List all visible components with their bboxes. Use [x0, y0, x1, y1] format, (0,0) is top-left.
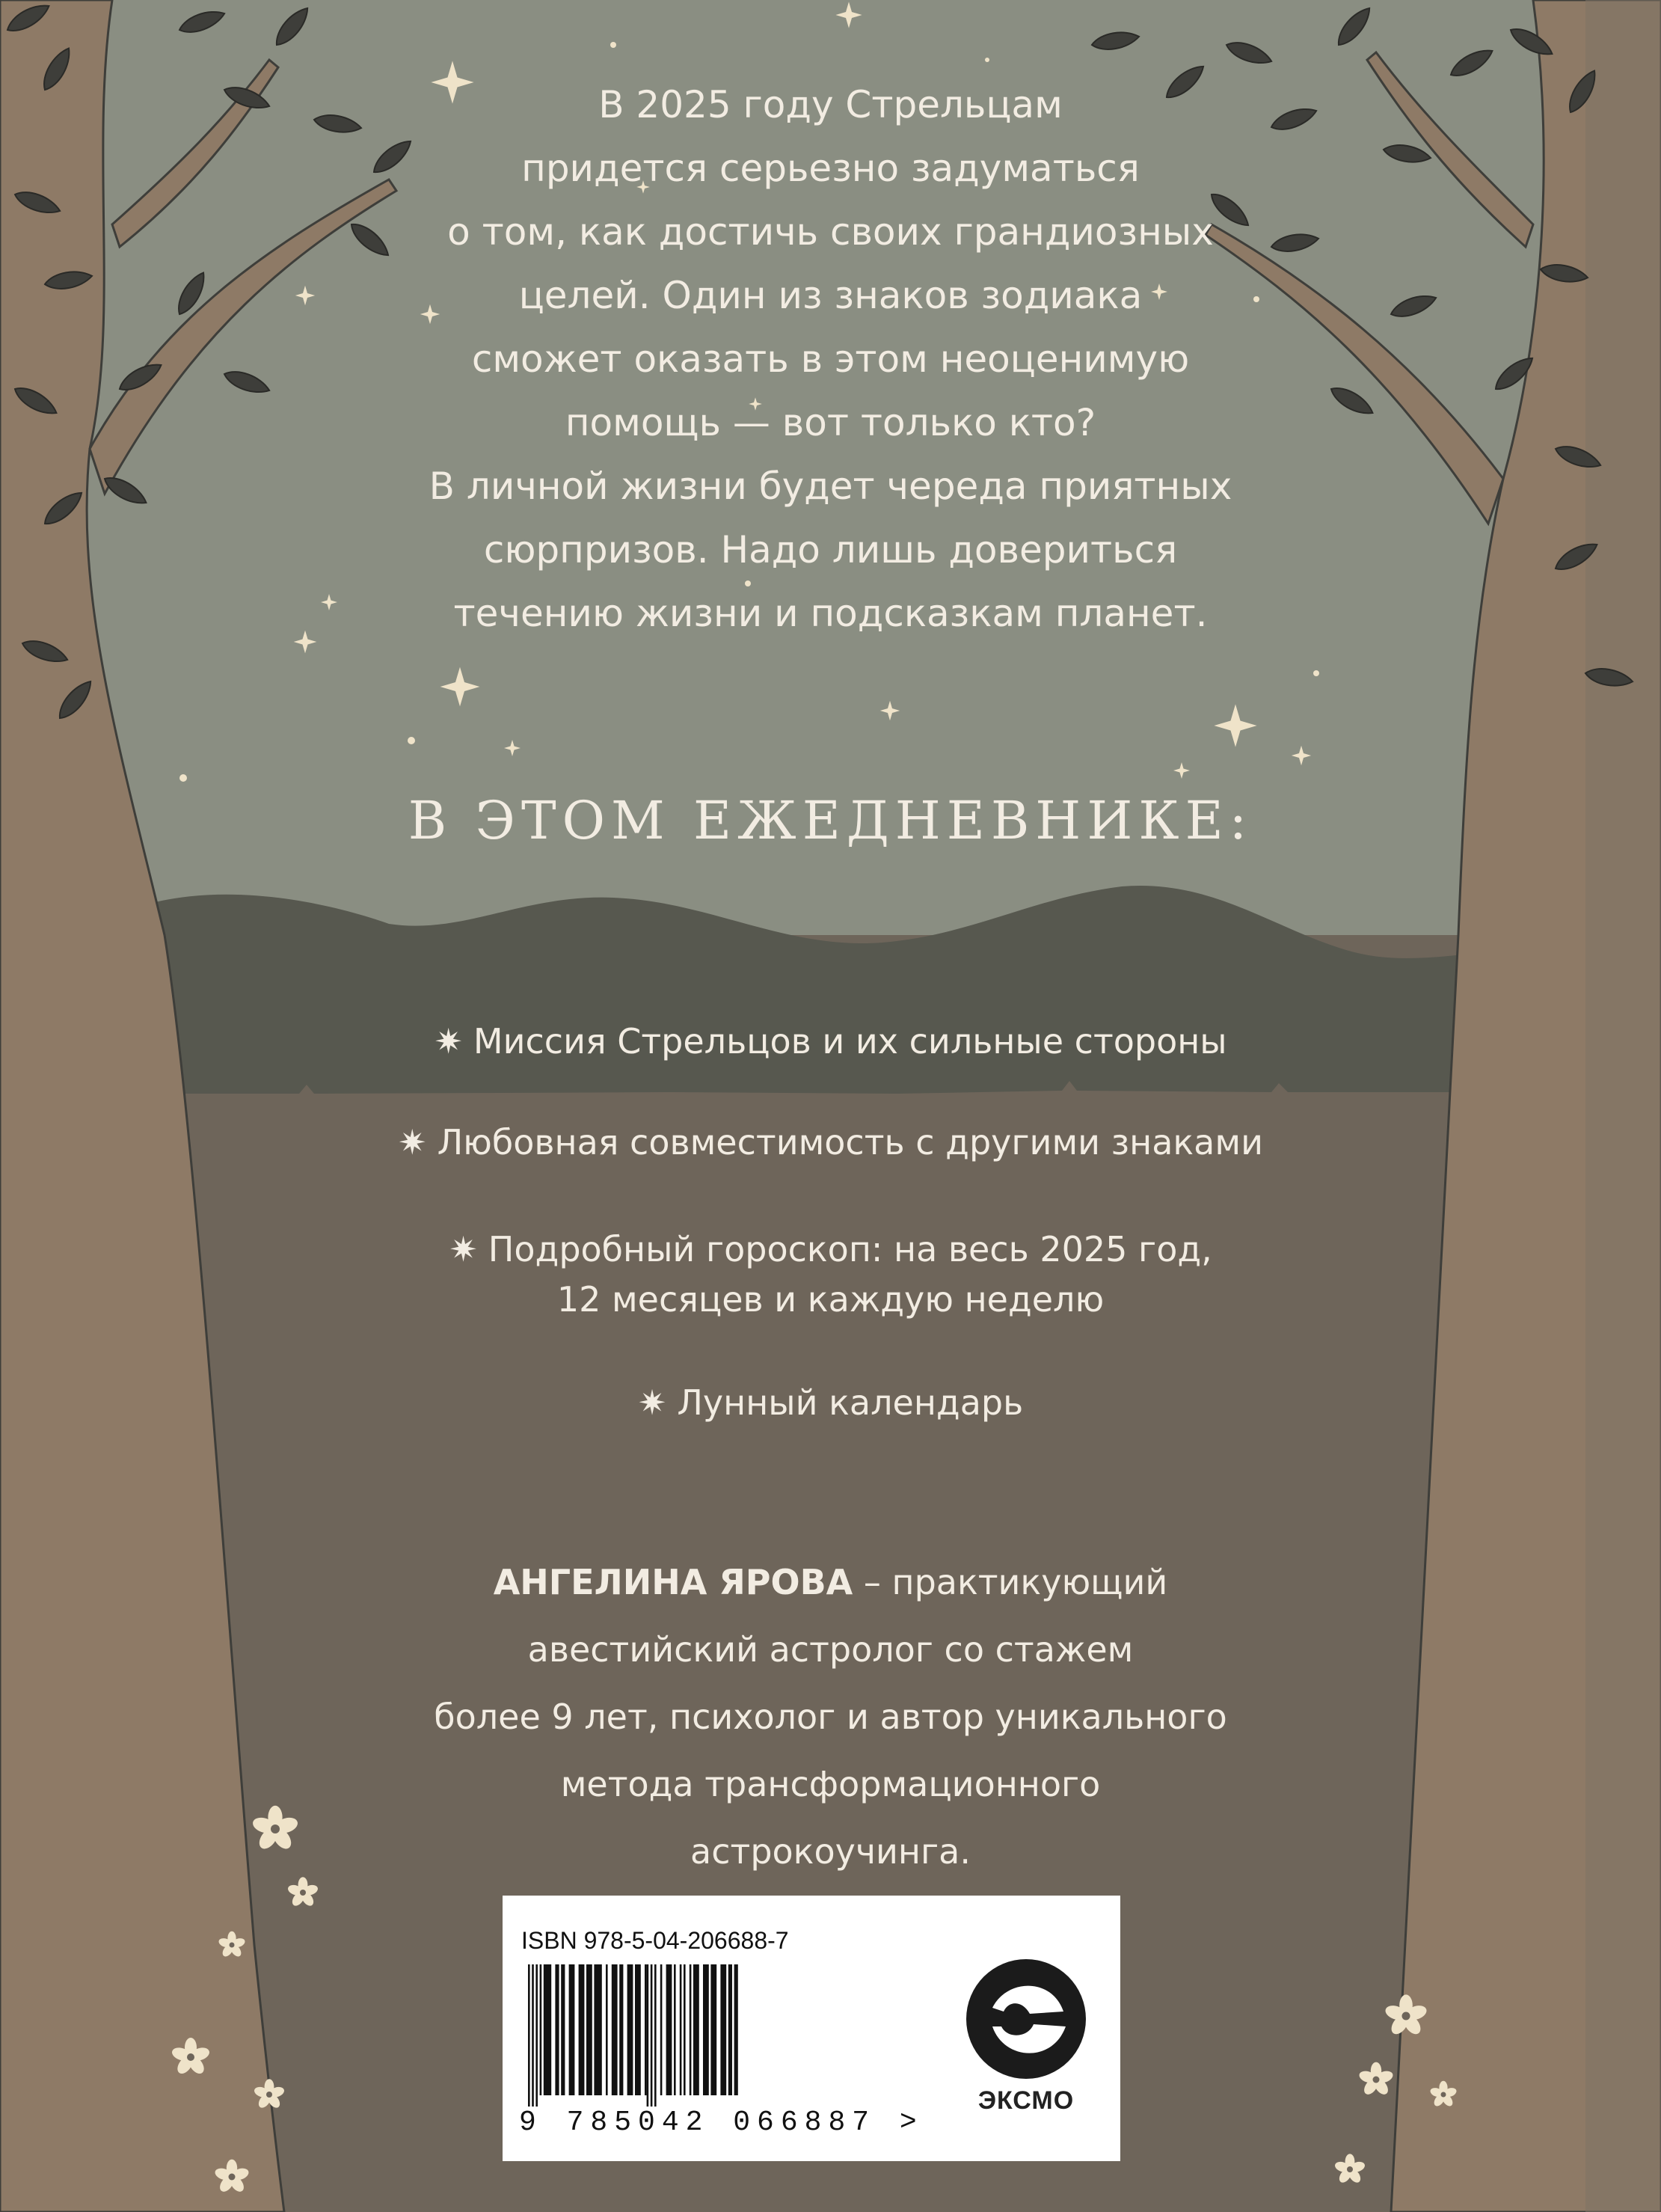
intro-line: течению жизни и подсказкам планет.: [453, 592, 1208, 635]
intro-line: о том, как достичь своих грандиозных: [447, 210, 1214, 254]
author-bio: [0, 1548, 1661, 1885]
intro-line: помощь — вот только кто?: [565, 401, 1096, 444]
barcode-bar: [555, 1964, 559, 2095]
barcode-bar: [684, 1964, 686, 2095]
author-line: метода трансформационного: [560, 1764, 1101, 1804]
intro-line: В личной жизни будет череда приятных: [429, 465, 1232, 508]
barcode-bar: [540, 1964, 542, 2095]
eksmo-logo-icon: [962, 1955, 1090, 2083]
intro-line: сюрпризов. Надо лишь довериться: [483, 528, 1178, 572]
features-heading: В ЭТОМ ЕЖЕДНЕВНИКЕ:: [408, 790, 1253, 851]
ean-barcode: [525, 1964, 929, 2107]
barcode-bar: [651, 1964, 653, 2107]
author-line: [0, 1548, 1661, 1616]
sparkle-star-icon: ✷: [434, 1021, 463, 1061]
barcode-bar: [594, 1964, 601, 2095]
barcode-bar: [660, 1964, 663, 2095]
intro-text: [0, 73, 1661, 646]
feature-item-continuation: [0, 1273, 1661, 1326]
intro-line: В 2025 году Стрельцам: [598, 83, 1063, 126]
barcode-bar: [654, 1964, 657, 2107]
barcode-bar: [619, 1964, 623, 2095]
feature-text: Миссия Стрельцов и их сильные стороны: [473, 1021, 1227, 1061]
barcode-bar: [535, 1964, 538, 2107]
barcode-bar: [561, 1964, 565, 2095]
intro-line: придется серьезно задуматься: [521, 147, 1140, 190]
sparkle-star-icon: ✷: [398, 1122, 427, 1162]
barcode-bar: [728, 1964, 732, 2095]
feature-item: [0, 1223, 1661, 1275]
barcode-bar: [690, 1964, 692, 2095]
feature-text: Подробный гороскоп: на весь 2025 год,: [488, 1229, 1212, 1269]
barcode-bar: [627, 1964, 633, 2095]
intro-line: целей. Один из знаков зодиака: [518, 274, 1143, 317]
publisher-name: ЭКСМО: [977, 2086, 1075, 2115]
barcode-bar: [645, 1964, 647, 2095]
feature-item: [0, 1376, 1661, 1429]
feature-text: 12 месяцев и каждую неделю: [556, 1279, 1105, 1320]
barcode-bar: [586, 1964, 592, 2095]
barcode-bar: [734, 1964, 738, 2095]
isbn-label: ISBN 978-5-04-206688-7: [521, 1927, 789, 1954]
barcode-bar: [606, 1964, 608, 2095]
barcode-bar: [635, 1964, 641, 2095]
feature-text: Лунный календарь: [677, 1382, 1024, 1423]
barcode-bar: [647, 1964, 649, 2107]
intro-line: сможет оказать в этом неоценимую: [471, 337, 1190, 381]
sparkle-star-icon: ✷: [449, 1229, 478, 1269]
author-line: более 9 лет, психолог и автор уникального: [434, 1697, 1227, 1737]
author-line: астрокоучинга.: [690, 1831, 971, 1872]
barcode-bar: [528, 1964, 530, 2107]
barcode-bar: [693, 1964, 699, 2095]
barcode-bar: [532, 1964, 534, 2107]
author-name: АНГЕЛИНА ЯРОВА: [493, 1562, 853, 1602]
barcode-bar: [720, 1964, 726, 2095]
sparkle-star-icon: ✷: [637, 1382, 667, 1423]
barcode-bar: [703, 1964, 709, 2095]
feature-item: [0, 1015, 1661, 1067]
barcode-bar: [680, 1964, 682, 2095]
barcode-bar: [710, 1964, 716, 2095]
barcode-bar: [674, 1964, 676, 2095]
feature-item: [0, 1116, 1661, 1168]
author-line: авестийский астролог со стажем: [527, 1629, 1134, 1670]
feature-text: Любовная совместимость с другими знаками: [437, 1122, 1263, 1162]
barcode-bar: [666, 1964, 672, 2095]
barcode-bar: [579, 1964, 585, 2095]
barcode-bar: [544, 1964, 551, 2095]
barcode-bar: [569, 1964, 575, 2095]
ean-digits: 9 785042 066887 >: [519, 2107, 924, 2139]
barcode-panel: [503, 1896, 1120, 2161]
author-bio-text: – практикующий: [863, 1562, 1168, 1602]
barcode-bar: [612, 1964, 618, 2095]
